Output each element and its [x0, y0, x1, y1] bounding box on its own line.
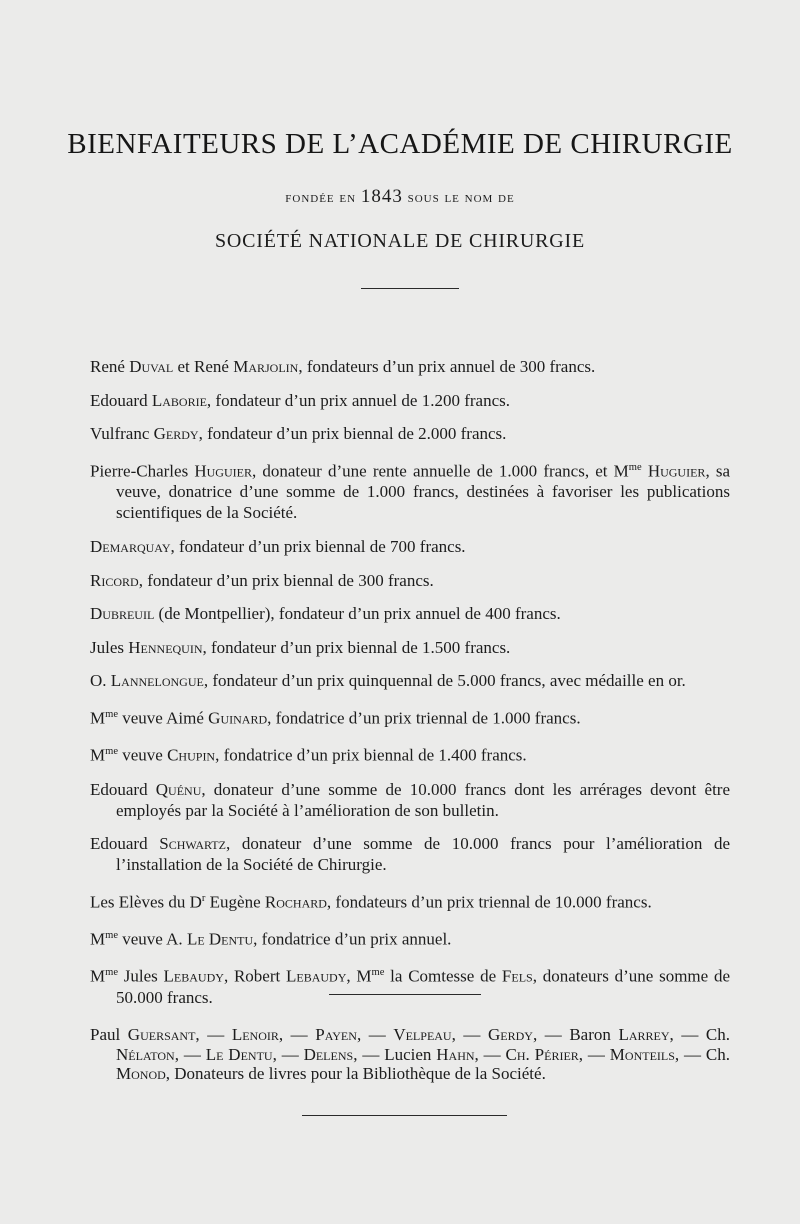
- benefactor-list: [90, 356, 730, 1020]
- person-name: Huguier: [194, 461, 252, 481]
- benefactor-entry: [90, 356, 730, 377]
- entry-text: , —: [174, 1044, 206, 1064]
- founding-year: 1843: [360, 186, 403, 207]
- divider-rule-top: [361, 288, 459, 289]
- entry-text: , donateur d’une rente annuelle de 1.000 francs, et M: [251, 461, 629, 481]
- entry-text: , —: [474, 1044, 506, 1064]
- book-donors-paragraph: [90, 1025, 730, 1084]
- benefactor-entry: [90, 833, 730, 875]
- person-name: Quénu: [155, 779, 202, 799]
- entry-text: Pierre-Charles: [90, 461, 195, 481]
- title-abbrev-superscript: r: [201, 892, 206, 904]
- person-name: Rochard: [264, 892, 327, 912]
- title-abbrev-superscript: me: [105, 746, 118, 758]
- entry-text: , — Ch.: [669, 1025, 731, 1044]
- entry-text: Eugène: [205, 892, 265, 912]
- person-name: Delens: [303, 1044, 354, 1064]
- person-name: Lebaudy: [163, 966, 224, 986]
- entry-text: , donateur d’une somme de 10.000 francs pour l’amélioration de l’installation de la Société de Chirurgie.: [116, 834, 731, 875]
- entry-text: , — Ch.: [674, 1044, 730, 1064]
- benefactor-entry: [90, 741, 730, 766]
- title-abbrev-superscript: me: [105, 967, 118, 979]
- person-name: Monteils: [609, 1044, 675, 1064]
- benefactor-entry: [90, 704, 730, 729]
- person-name: Lannelongue: [110, 671, 204, 691]
- benefactor-entry: [90, 925, 730, 950]
- person-name: Nélaton: [116, 1044, 175, 1064]
- title-abbrev-superscript: me: [371, 967, 385, 979]
- person-name: Payen: [315, 1025, 357, 1044]
- entry-text: Vulfranc: [90, 424, 154, 444]
- entry-text: Jules: [90, 637, 129, 657]
- entry-text: veuve Aimé: [118, 708, 209, 728]
- entry-text: , —: [272, 1044, 304, 1064]
- benefactor-entry: [90, 423, 730, 444]
- entry-text: , fondatrice d’un prix biennal de 1.400 francs.: [215, 745, 527, 765]
- person-name: Duval: [129, 357, 174, 376]
- benefactor-entry: [90, 637, 730, 658]
- person-name: Demarquay: [90, 537, 171, 557]
- person-name: Lebaudy: [286, 966, 347, 986]
- title-abbrev-superscript: me: [628, 461, 642, 473]
- entry-text: , fondateurs d’un prix annuel de 300 francs.: [298, 357, 596, 376]
- entry-text: Edouard: [90, 779, 156, 799]
- person-name: Fels: [501, 966, 533, 986]
- entry-text: Jules: [118, 966, 164, 986]
- entry-text: , donateur d’une somme de 10.000 francs dont les arrérages devont être employés par la Société à l’amélioration de son bulletin.: [116, 779, 731, 820]
- entry-text: , M: [346, 966, 372, 986]
- entry-text: , —: [578, 1044, 610, 1064]
- entry-text: , fondateur d’un prix biennal de 2.000 francs.: [198, 424, 507, 444]
- title-abbrev-superscript: me: [105, 929, 118, 941]
- entry-text: , sa veuve, donatrice d’une somme de 1.000 francs, destinées à favoriser les publications scientifiques de la Société.: [116, 461, 731, 523]
- person-name: Velpeau: [393, 1025, 452, 1044]
- entry-text: , fondateur d’un prix biennal de 700 francs.: [170, 537, 466, 557]
- entry-text: , Robert: [223, 966, 286, 986]
- title-abbrev-superscript: me: [105, 709, 118, 720]
- founding-text-before: fondée en: [285, 190, 357, 206]
- divider-rule-bottom: [302, 1115, 507, 1116]
- entry-text: Edouard: [90, 390, 152, 410]
- person-name: Gerdy: [153, 424, 199, 444]
- person-name: Gerdy: [488, 1025, 533, 1044]
- person-name: Monod: [116, 1064, 166, 1083]
- person-name: Hahn: [436, 1044, 475, 1064]
- entry-text: M: [90, 708, 106, 728]
- entry-text: Paul: [90, 1025, 128, 1044]
- benefactor-entry: [90, 536, 730, 557]
- entry-text: , Donateurs de livres pour la Bibliothèque de la Société.: [165, 1064, 546, 1083]
- benefactor-entry: [90, 670, 730, 691]
- entry-text: veuve A.: [118, 929, 187, 949]
- entry-text: , fondateur d’un prix quinquennal de 5.000 francs, avec médaille en or.: [203, 671, 686, 691]
- founding-line: [60, 186, 740, 208]
- person-name: Larrey: [618, 1025, 670, 1044]
- entry-text: , —: [451, 1025, 488, 1044]
- entry-text: , —: [195, 1025, 232, 1044]
- entry-text: , fondatrice d’un prix annuel.: [253, 929, 452, 949]
- entry-text: René: [90, 357, 130, 376]
- person-name: Guersant: [127, 1025, 196, 1044]
- entry-text: , fondateur d’un prix annuel de 1.200 francs.: [206, 390, 510, 410]
- entry-text: veuve: [118, 745, 168, 765]
- person-name: Laborie: [151, 390, 207, 410]
- society-name: SOCIÉTÉ NATIONALE DE CHIRURGIE: [214, 230, 586, 252]
- person-name: Schwartz: [159, 834, 226, 854]
- entry-text: la Comtesse de: [384, 966, 502, 986]
- person-name: Ricord: [90, 570, 139, 590]
- founding-text-after: sous le nom de: [407, 190, 515, 206]
- person-name: Le Dentu: [205, 1044, 273, 1064]
- person-name: Huguier: [647, 461, 706, 481]
- divider-rule-middle: [329, 994, 481, 995]
- person-name: Lenoir: [231, 1025, 279, 1044]
- benefactor-entry: [90, 603, 730, 624]
- entry-text: , fondatrice d’un prix triennal de 1.000 francs.: [267, 708, 581, 728]
- person-name: Dubreuil: [90, 604, 155, 624]
- entry-text: , fondateurs d’un prix triennal de 10.000 francs.: [326, 892, 652, 912]
- entry-text: , — Baron: [532, 1025, 619, 1044]
- page-title: BIENFAITEURS DE L’ACADÉMIE DE CHIRURGIE: [67, 128, 733, 160]
- entry-text: et René: [173, 357, 234, 376]
- person-name: Ch. Périer: [505, 1044, 579, 1064]
- person-name: Le Dentu: [186, 929, 254, 949]
- benefactor-entry: [90, 457, 730, 524]
- entry-text: Les Elèves du D: [90, 892, 202, 912]
- person-name: Hennequin: [128, 637, 203, 657]
- entry-text: M: [90, 745, 106, 765]
- person-name: Chupin: [167, 745, 216, 765]
- entry-text: , —: [278, 1025, 316, 1044]
- benefactor-entry: [90, 570, 730, 591]
- entry-text: , donateurs d’une somme de 50.000 francs.: [116, 966, 731, 1007]
- entry-text: M: [90, 966, 106, 986]
- entry-text: M: [90, 929, 106, 949]
- person-name: Guinard: [208, 708, 268, 728]
- benefactor-entry: [90, 962, 730, 1008]
- person-name: Marjolin: [233, 357, 299, 376]
- benefactor-entry: [90, 888, 730, 913]
- entry-text: O.: [90, 671, 111, 691]
- entry-text: , —: [356, 1025, 394, 1044]
- benefactor-entry: [90, 390, 730, 411]
- entry-text: Edouard: [90, 834, 160, 854]
- entry-text: , fondateur d’un prix biennal de 1.500 francs.: [202, 637, 511, 657]
- entry-text: , — Lucien: [353, 1044, 437, 1064]
- entry-text: (de Montpellier), fondateur d’un prix annuel de 400 francs.: [154, 604, 561, 624]
- entry-text: , fondateur d’un prix biennal de 300 francs.: [138, 570, 434, 590]
- benefactor-entry: [90, 779, 730, 821]
